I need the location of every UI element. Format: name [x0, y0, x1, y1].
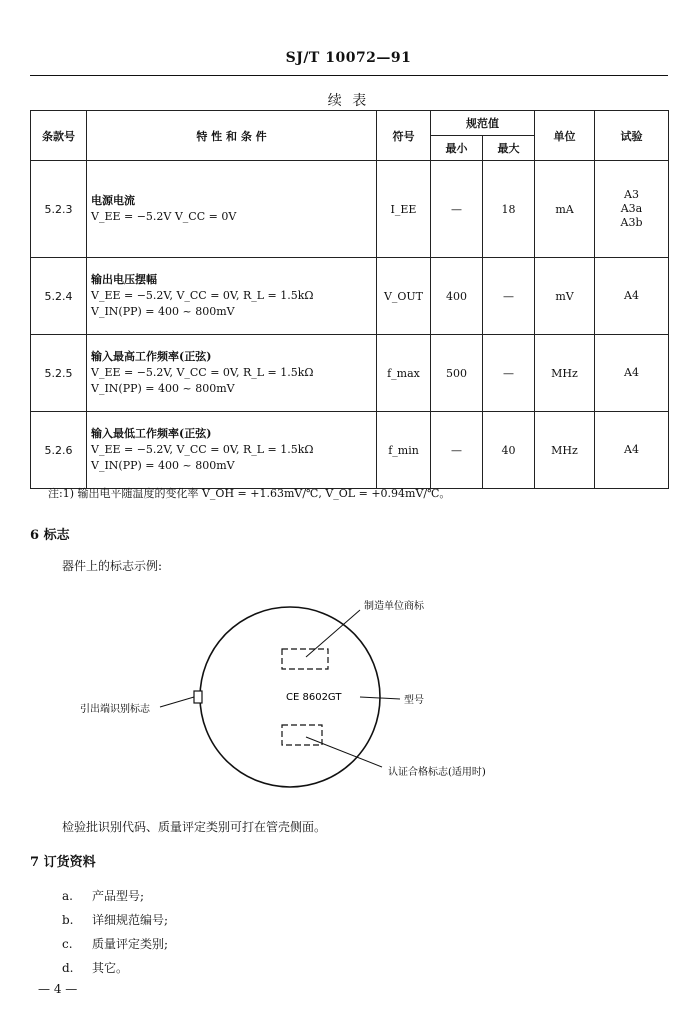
order-item-text: 其它。 — [92, 961, 129, 975]
table-note: 注:1) 输出电平随温度的变化率 V_OH = +1.63mV/℃, V_OL = +0.94mV/℃。 — [48, 487, 451, 500]
order-item-label: c. — [62, 937, 73, 951]
leader-pin — [160, 697, 194, 707]
characteristic-title: 电源电流 — [91, 194, 135, 207]
characteristic-condition — [87, 335, 377, 412]
unit-cell: MHz — [535, 335, 595, 412]
min-value-cell: 400 — [431, 258, 483, 335]
section-6-heading: 6 标志 — [30, 528, 70, 543]
test-cell — [595, 161, 669, 258]
col-header-min: 最小 — [431, 136, 483, 161]
spec-table — [30, 110, 669, 489]
symbol-cell: f_min — [377, 412, 431, 489]
test-ref: A4 — [624, 366, 639, 379]
characteristic-title: 输出电压摆幅 — [91, 273, 157, 286]
symbol-cell: f_max — [377, 335, 431, 412]
label-maker-trademark: 制造单位商标 — [364, 601, 424, 612]
min-value-cell: — — [431, 412, 483, 489]
table-row — [31, 335, 669, 412]
trademark-box — [282, 649, 328, 669]
test-ref: A3a — [620, 202, 643, 215]
order-item-label: b. — [62, 913, 74, 927]
order-item-label: a. — [62, 889, 73, 903]
marking-intro: 器件上的标志示例: — [62, 559, 163, 573]
condition-line: V_EE = −5.2V, V_CC = 0V, R_L = 1.5kΩ — [91, 443, 314, 456]
page-number: — 4 — — [38, 982, 78, 996]
col-header-spec-value: 规范值 — [431, 111, 535, 136]
order-item — [62, 935, 168, 952]
characteristic-condition — [87, 161, 377, 258]
unit-cell: mA — [535, 161, 595, 258]
max-value-cell: — — [483, 258, 535, 335]
label-model: 型号 — [404, 695, 424, 706]
clause-number: 5.2.5 — [31, 335, 87, 412]
max-value-cell: 18 — [483, 161, 535, 258]
min-value-cell: 500 — [431, 335, 483, 412]
test-ref: A4 — [624, 289, 639, 302]
marking-diagram — [60, 585, 620, 795]
max-value-cell: 40 — [483, 412, 535, 489]
table-row — [31, 412, 669, 489]
clause-number: 5.2.6 — [31, 412, 87, 489]
table-row — [31, 258, 669, 335]
order-item-label: d. — [62, 961, 74, 975]
label-pin-id: 引出端识别标志 — [80, 704, 150, 715]
condition-line: V_IN(PP) = 400 ~ 800mV — [91, 382, 235, 395]
characteristic-condition — [87, 412, 377, 489]
col-header-symbol: 符号 — [377, 111, 431, 161]
unit-cell: MHz — [535, 412, 595, 489]
test-cell — [595, 258, 669, 335]
condition-line: V_IN(PP) = 400 ~ 800mV — [91, 459, 235, 472]
col-header-clause: 条款号 — [31, 111, 87, 161]
order-item — [62, 911, 168, 928]
clause-number: 5.2.3 — [31, 161, 87, 258]
model-number-text: CE 8602GT — [286, 692, 342, 703]
col-header-test: 试验 — [595, 111, 669, 161]
col-header-max: 最大 — [483, 136, 535, 161]
unit-cell: mV — [535, 258, 595, 335]
condition-line: V_IN(PP) = 400 ~ 800mV — [91, 305, 235, 318]
order-item-text: 详细规范编号; — [92, 913, 169, 927]
table-row — [31, 161, 669, 258]
order-item-text: 质量评定类别; — [92, 937, 169, 951]
symbol-cell: V_OUT — [377, 258, 431, 335]
table-caption: 续 表 — [327, 93, 370, 109]
order-item — [62, 887, 144, 904]
order-item-text: 产品型号; — [92, 889, 145, 903]
col-header-characteristics: 特 性 和 条 件 — [87, 111, 377, 161]
marking-side-note: 检验批识别代码、质量评定类别可打在管壳侧面。 — [62, 820, 327, 834]
standard-code-header: SJ/T 10072—91 — [285, 50, 412, 66]
symbol-cell: I_EE — [377, 161, 431, 258]
characteristic-condition — [87, 258, 377, 335]
max-value-cell: — — [483, 335, 535, 412]
characteristic-title: 输入最高工作频率(正弦) — [91, 350, 212, 363]
label-cert-mark: 认证合格标志(适用时) — [388, 767, 486, 778]
pin-tab-marker — [194, 691, 202, 703]
cert-box — [282, 725, 322, 745]
col-header-unit: 单位 — [535, 111, 595, 161]
section-7-heading: 7 订货资料 — [30, 855, 96, 870]
condition-line: V_EE = −5.2V, V_CC = 0V, R_L = 1.5kΩ — [91, 366, 314, 379]
test-ref: A3 — [624, 188, 639, 201]
characteristic-title: 输入最低工作频率(正弦) — [91, 427, 212, 440]
condition-line: V_EE = −5.2V, V_CC = 0V, R_L = 1.5kΩ — [91, 289, 314, 302]
test-ref: A4 — [624, 443, 639, 456]
header-rule — [30, 75, 668, 76]
min-value-cell: — — [431, 161, 483, 258]
condition-line: V_EE = −5.2V V_CC = 0V — [91, 210, 237, 223]
test-cell — [595, 335, 669, 412]
order-item — [62, 959, 128, 976]
test-ref: A3b — [620, 216, 643, 229]
leader-cert — [306, 737, 382, 767]
test-cell — [595, 412, 669, 489]
clause-number: 5.2.4 — [31, 258, 87, 335]
